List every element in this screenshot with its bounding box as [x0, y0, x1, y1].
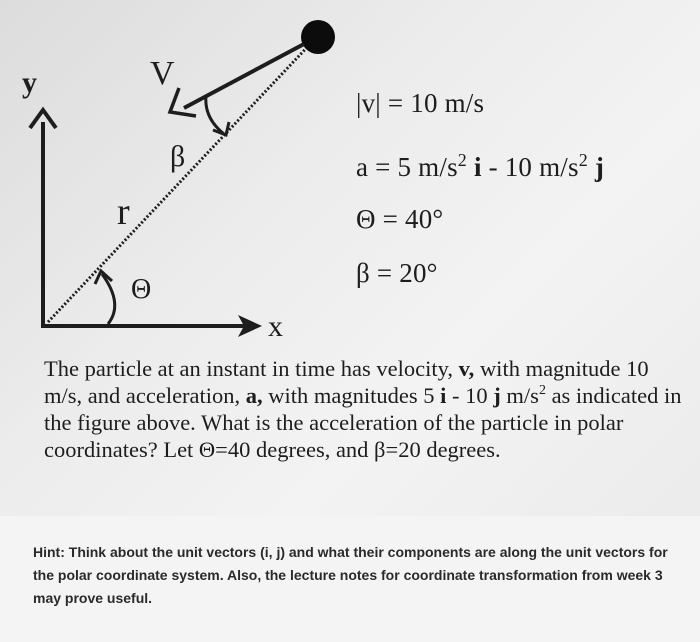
- theta-angle-arc: [95, 271, 115, 324]
- problem-text-5: m/s: [500, 383, 539, 408]
- problem-text-3: with magnitudes 5: [262, 383, 441, 408]
- accel-j: j: [594, 152, 605, 182]
- y-axis-label: y: [22, 66, 37, 99]
- y-axis: [30, 110, 56, 326]
- problem-statement: [44, 355, 684, 463]
- problem-a-bold: a,: [245, 383, 263, 408]
- theta-label: Θ: [131, 274, 152, 305]
- accel-prefix: a = 5 m/s: [356, 152, 458, 182]
- problem-text-4: - 10: [446, 383, 494, 408]
- accel-mid: - 10 m/s: [481, 152, 579, 182]
- problem-text-1: The particle at an instant in time has velocity,: [44, 356, 459, 381]
- acceleration-equation: [356, 152, 604, 183]
- velocity-label: V: [150, 55, 175, 92]
- radius-label: r: [117, 191, 130, 233]
- beta-label: β: [170, 140, 186, 173]
- beta-value: β = 20°: [356, 258, 438, 288]
- beta-angle-arc: [206, 96, 229, 135]
- theta-value: Θ = 40°: [356, 204, 444, 234]
- problem-i-bold: i: [440, 383, 447, 408]
- problem-text-6: as indicated in the figure above. What is the acceleration of the particle in polar coordinates? Let Θ=40 degrees, and β=20 degrees.: [44, 383, 682, 462]
- accel-sup-1: 2: [457, 150, 467, 170]
- problem-j-bold: j: [493, 383, 501, 408]
- accel-i: i: [473, 152, 482, 182]
- x-axis: [41, 315, 262, 337]
- accel-sup-2: 2: [578, 150, 588, 170]
- velocity-vector: [170, 44, 304, 116]
- hint-text: Hint: Think about the unit vectors (i, j) and what their components are along the unit vectors for the polar coordinate system. Also, the lecture notes for coordinate transformation from week 3 may prove useful.: [33, 544, 668, 606]
- problem-sup: 2: [538, 383, 546, 398]
- particle-dot: [301, 20, 335, 54]
- radius-dotted-line: [48, 40, 314, 322]
- velocity-magnitude: |v| = 10 m/s: [356, 88, 485, 118]
- x-axis-label: x: [268, 310, 283, 343]
- problem-v-bold: v,: [458, 356, 475, 381]
- problem-text-2: with magnitude 10 m/s, and acceleration,: [44, 356, 649, 408]
